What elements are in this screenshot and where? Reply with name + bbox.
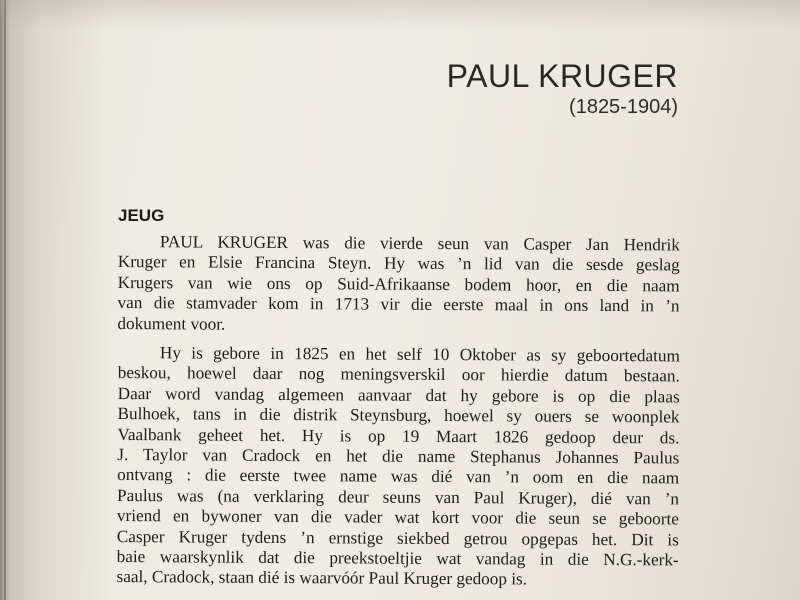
text-line: PAUL KRUGER was die vierde seun van Casper Jan Hendrik [159, 232, 680, 255]
text-line: Hy is gebore in 1825 en het self 10 Oktober as sy geboortedatum [159, 343, 680, 366]
section-heading: JEUG [118, 206, 165, 225]
life-dates: (1825-1904) [569, 96, 678, 118]
text-line: Krugers van wie ons op Suid-Afrikaanse bodem hoor, en die naam [117, 272, 680, 296]
text-line: baie waarskynlik dat die preekstoeltjie wat vandag in die N.G.-kerk- [116, 546, 679, 570]
page-fold-line [4, 0, 6, 600]
paragraph-text [117, 343, 680, 591]
page-top-shadow [0, 0, 800, 30]
text-line: vriend en bywoner van die vader wat kort voor die seun se geboorte [116, 506, 679, 529]
text-line: saal, Cradock, staan dié is waarvóór Paul Kruger gedoop is. [116, 567, 528, 589]
text-line: Daar word vandag algemeen aanvaar dat hy gebore is op die plaas [117, 383, 680, 407]
text-line: Vaalbank geheet het. Hy is op 19 Maart 1826 gedoop deur ds. [117, 424, 680, 447]
text-line: J. Taylor van Cradock en het die name Stephanus Johannes Paulus [117, 444, 680, 468]
page-title: PAUL KRUGER [446, 58, 678, 94]
paragraph-2 [117, 343, 680, 591]
text-line: ontvang : die eerste twee name was dié van ’n oom en die naam [117, 465, 680, 488]
text-line: Bulhoek, tans in die distrik Steynsburg, hoewel sy ouers se woonplek [117, 404, 680, 427]
text-line: Casper Kruger tydens ’n ernstige siekbed getrou opgepas het. Dit is [116, 526, 679, 549]
text-line: Paulus was (na verklaring deur seuns van Paul Kruger), dié van ’n [117, 485, 680, 509]
text-line: van die stamvader kom in 1713 vir die eerste maal in ons land in ’n [117, 293, 680, 316]
text-line: Kruger en Elsie Francina Steyn. Hy was ’n lid van die sesde geslag [117, 252, 680, 275]
book-binding-shadow [0, 0, 110, 600]
paragraph-1 [117, 232, 680, 337]
text-line: dokument voor. [117, 313, 226, 334]
text-line: beskou, hoewel daar nog meningsverskil oor hierdie datum bestaan. [117, 363, 680, 386]
paragraph-text [117, 232, 680, 337]
